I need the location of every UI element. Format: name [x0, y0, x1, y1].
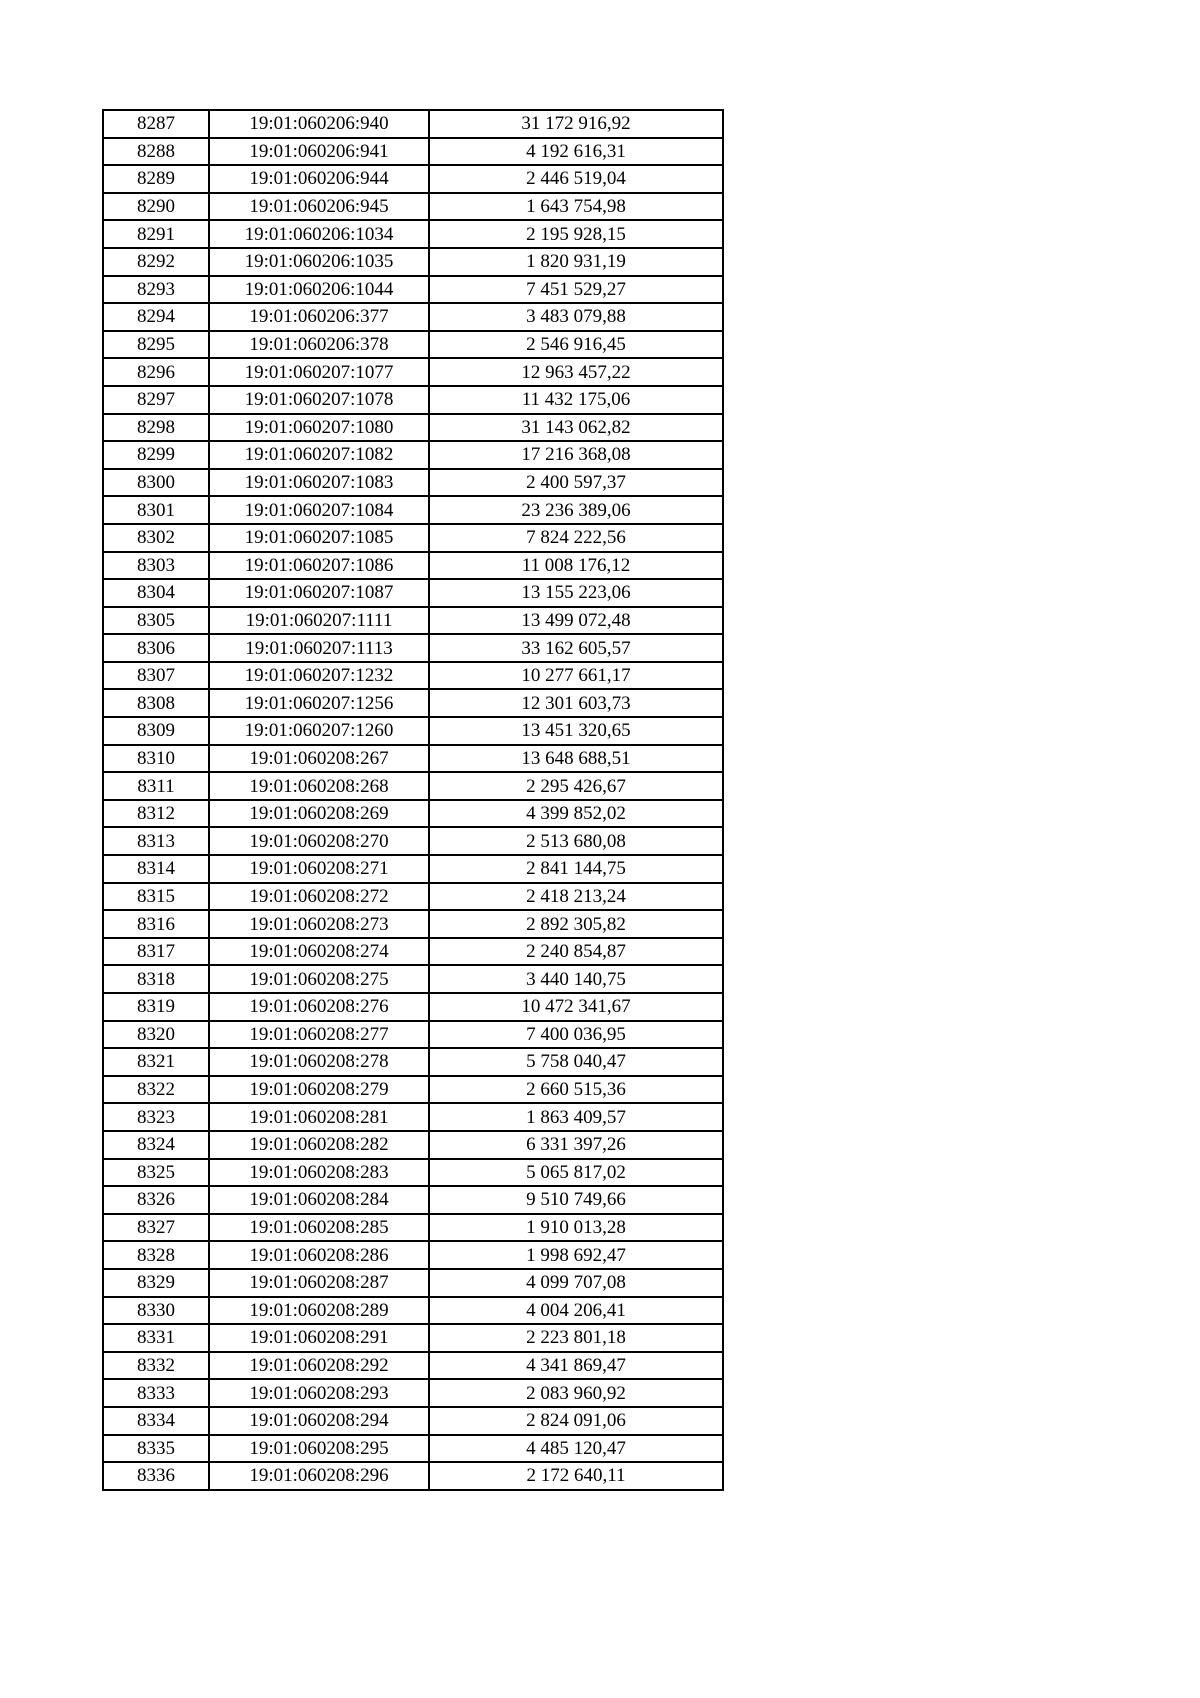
row-number-cell: 8305 [103, 607, 209, 635]
cadastral-value-cell: 7 824 222,56 [429, 524, 723, 552]
cadastral-number-cell: 19:01:060208:284 [209, 1186, 429, 1214]
row-number-cell: 8296 [103, 358, 209, 386]
row-number-cell: 8289 [103, 165, 209, 193]
cadastral-number-cell: 19:01:060208:282 [209, 1131, 429, 1159]
table-row [103, 1269, 723, 1297]
table-row [103, 800, 723, 828]
row-number-cell: 8322 [103, 1076, 209, 1104]
table-row [103, 634, 723, 662]
cadastral-value-cell: 2 824 091,06 [429, 1407, 723, 1435]
table-row [103, 772, 723, 800]
table-row [103, 662, 723, 690]
cadastral-value-cell: 2 446 519,04 [429, 165, 723, 193]
cadastral-value-cell: 31 143 062,82 [429, 414, 723, 442]
cadastral-value-cell: 4 399 852,02 [429, 800, 723, 828]
cadastral-number-cell: 19:01:060208:296 [209, 1462, 429, 1490]
cadastral-value-cell: 6 331 397,26 [429, 1131, 723, 1159]
table-row [103, 276, 723, 304]
table-row [103, 717, 723, 745]
row-number-cell: 8287 [103, 110, 209, 138]
table-row [103, 579, 723, 607]
cadastral-value-cell: 13 499 072,48 [429, 607, 723, 635]
cadastral-number-cell: 19:01:060206:1035 [209, 248, 429, 276]
row-number-cell: 8320 [103, 1021, 209, 1049]
table-row [103, 138, 723, 166]
row-number-cell: 8308 [103, 689, 209, 717]
cadastral-value-cell: 13 451 320,65 [429, 717, 723, 745]
table-row [103, 1241, 723, 1269]
table-row [103, 1186, 723, 1214]
table-row [103, 607, 723, 635]
table-row [103, 1352, 723, 1380]
cadastral-value-cell: 5 758 040,47 [429, 1048, 723, 1076]
table-row [103, 827, 723, 855]
table-row [103, 110, 723, 138]
cadastral-number-cell: 19:01:060206:377 [209, 303, 429, 331]
cadastral-value-cell: 2 083 960,92 [429, 1379, 723, 1407]
table-row [103, 193, 723, 221]
cadastral-value-cell: 1 643 754,98 [429, 193, 723, 221]
row-number-cell: 8334 [103, 1407, 209, 1435]
row-number-cell: 8312 [103, 800, 209, 828]
table-row [103, 938, 723, 966]
cadastral-number-cell: 19:01:060207:1086 [209, 552, 429, 580]
row-number-cell: 8310 [103, 745, 209, 773]
cadastral-number-cell: 19:01:060208:279 [209, 1076, 429, 1104]
cadastral-value-cell: 1 998 692,47 [429, 1241, 723, 1269]
cadastral-value-cell: 11 432 175,06 [429, 386, 723, 414]
row-number-cell: 8333 [103, 1379, 209, 1407]
cadastral-value-cell: 2 195 928,15 [429, 220, 723, 248]
row-number-cell: 8299 [103, 441, 209, 469]
row-number-cell: 8316 [103, 910, 209, 938]
row-number-cell: 8325 [103, 1159, 209, 1187]
cadastral-number-cell: 19:01:060206:944 [209, 165, 429, 193]
table-row [103, 745, 723, 773]
cadastral-number-cell: 19:01:060207:1232 [209, 662, 429, 690]
cadastral-value-cell: 2 295 426,67 [429, 772, 723, 800]
cadastral-value-cell: 12 963 457,22 [429, 358, 723, 386]
cadastral-value-cell: 23 236 389,06 [429, 496, 723, 524]
cadastral-number-cell: 19:01:060207:1085 [209, 524, 429, 552]
row-number-cell: 8319 [103, 993, 209, 1021]
row-number-cell: 8332 [103, 1352, 209, 1380]
cadastral-value-cell: 1 910 013,28 [429, 1214, 723, 1242]
cadastral-number-cell: 19:01:060208:294 [209, 1407, 429, 1435]
table-row [103, 1159, 723, 1187]
cadastral-value-cell: 4 192 616,31 [429, 138, 723, 166]
table-body [103, 110, 723, 1490]
table-row [103, 883, 723, 911]
cadastral-number-cell: 19:01:060208:289 [209, 1297, 429, 1325]
row-number-cell: 8306 [103, 634, 209, 662]
table-row [103, 1131, 723, 1159]
cadastral-value-cell: 11 008 176,12 [429, 552, 723, 580]
row-number-cell: 8336 [103, 1462, 209, 1490]
cadastral-number-cell: 19:01:060206:1044 [209, 276, 429, 304]
cadastral-number-cell: 19:01:060208:285 [209, 1214, 429, 1242]
row-number-cell: 8291 [103, 220, 209, 248]
cadastral-value-cell: 1 820 931,19 [429, 248, 723, 276]
cadastral-value-cell: 10 277 661,17 [429, 662, 723, 690]
table-row [103, 689, 723, 717]
cadastral-number-cell: 19:01:060208:276 [209, 993, 429, 1021]
cadastral-value-cell: 2 418 213,24 [429, 883, 723, 911]
cadastral-number-cell: 19:01:060208:275 [209, 965, 429, 993]
cadastral-number-cell: 19:01:060206:941 [209, 138, 429, 166]
cadastral-value-cell: 4 341 869,47 [429, 1352, 723, 1380]
row-number-cell: 8295 [103, 331, 209, 359]
cadastral-number-cell: 19:01:060208:295 [209, 1435, 429, 1463]
row-number-cell: 8302 [103, 524, 209, 552]
cadastral-number-cell: 19:01:060207:1256 [209, 689, 429, 717]
row-number-cell: 8292 [103, 248, 209, 276]
table-row [103, 1048, 723, 1076]
cadastral-number-cell: 19:01:060208:273 [209, 910, 429, 938]
cadastral-value-cell: 4 099 707,08 [429, 1269, 723, 1297]
cadastral-value-cell: 33 162 605,57 [429, 634, 723, 662]
row-number-cell: 8324 [103, 1131, 209, 1159]
cadastral-value-cell: 4 004 206,41 [429, 1297, 723, 1325]
row-number-cell: 8326 [103, 1186, 209, 1214]
cadastral-value-cell: 2 841 144,75 [429, 855, 723, 883]
table-row [103, 331, 723, 359]
table-row [103, 965, 723, 993]
row-number-cell: 8309 [103, 717, 209, 745]
cadastral-value-cell: 2 172 640,11 [429, 1462, 723, 1490]
cadastral-number-cell: 19:01:060208:292 [209, 1352, 429, 1380]
cadastral-number-cell: 19:01:060206:945 [209, 193, 429, 221]
row-number-cell: 8317 [103, 938, 209, 966]
row-number-cell: 8329 [103, 1269, 209, 1297]
table-row [103, 248, 723, 276]
row-number-cell: 8293 [103, 276, 209, 304]
cadastral-value-cell: 9 510 749,66 [429, 1186, 723, 1214]
table-row [103, 358, 723, 386]
cadastral-value-cell: 5 065 817,02 [429, 1159, 723, 1187]
table-row [103, 1379, 723, 1407]
cadastral-number-cell: 19:01:060208:291 [209, 1324, 429, 1352]
row-number-cell: 8288 [103, 138, 209, 166]
row-number-cell: 8307 [103, 662, 209, 690]
cadastral-number-cell: 19:01:060208:293 [209, 1379, 429, 1407]
table-row [103, 165, 723, 193]
table-row [103, 1076, 723, 1104]
cadastral-value-cell: 2 546 916,45 [429, 331, 723, 359]
cadastral-number-cell: 19:01:060208:271 [209, 855, 429, 883]
cadastral-number-cell: 19:01:060208:277 [209, 1021, 429, 1049]
cadastral-value-cell: 1 863 409,57 [429, 1103, 723, 1131]
cadastral-value-cell: 7 451 529,27 [429, 276, 723, 304]
cadastral-value-cell: 17 216 368,08 [429, 441, 723, 469]
cadastral-number-cell: 19:01:060208:274 [209, 938, 429, 966]
cadastral-value-cell: 13 648 688,51 [429, 745, 723, 773]
table-row [103, 524, 723, 552]
table-row [103, 441, 723, 469]
table-row [103, 1407, 723, 1435]
table-row [103, 220, 723, 248]
cadastral-number-cell: 19:01:060207:1260 [209, 717, 429, 745]
cadastral-value-cell: 13 155 223,06 [429, 579, 723, 607]
row-number-cell: 8323 [103, 1103, 209, 1131]
table-row [103, 414, 723, 442]
row-number-cell: 8300 [103, 469, 209, 497]
table-row [103, 1462, 723, 1490]
cadastral-value-cell: 2 660 515,36 [429, 1076, 723, 1104]
cadastral-number-cell: 19:01:060208:272 [209, 883, 429, 911]
cadastral-number-cell: 19:01:060207:1080 [209, 414, 429, 442]
row-number-cell: 8311 [103, 772, 209, 800]
row-number-cell: 8335 [103, 1435, 209, 1463]
cadastral-number-cell: 19:01:060206:1034 [209, 220, 429, 248]
cadastral-number-cell: 19:01:060208:269 [209, 800, 429, 828]
row-number-cell: 8301 [103, 496, 209, 524]
cadastral-number-cell: 19:01:060206:940 [209, 110, 429, 138]
cadastral-number-cell: 19:01:060207:1113 [209, 634, 429, 662]
cadastral-number-cell: 19:01:060207:1082 [209, 441, 429, 469]
cadastral-number-cell: 19:01:060207:1077 [209, 358, 429, 386]
cadastral-number-cell: 19:01:060208:267 [209, 745, 429, 773]
row-number-cell: 8328 [103, 1241, 209, 1269]
table-row [103, 910, 723, 938]
table-row [103, 1324, 723, 1352]
cadastral-value-cell: 3 440 140,75 [429, 965, 723, 993]
cadastral-value-cell: 7 400 036,95 [429, 1021, 723, 1049]
data-table [102, 109, 724, 1491]
cadastral-value-cell: 2 400 597,37 [429, 469, 723, 497]
row-number-cell: 8303 [103, 552, 209, 580]
table-row [103, 1297, 723, 1325]
cadastral-number-cell: 19:01:060207:1087 [209, 579, 429, 607]
table-row [103, 469, 723, 497]
table-row [103, 993, 723, 1021]
table-row [103, 386, 723, 414]
table-row [103, 855, 723, 883]
row-number-cell: 8294 [103, 303, 209, 331]
table-row [103, 552, 723, 580]
row-number-cell: 8318 [103, 965, 209, 993]
cadastral-number-cell: 19:01:060208:283 [209, 1159, 429, 1187]
cadastral-value-cell: 2 513 680,08 [429, 827, 723, 855]
cadastral-number-cell: 19:01:060207:1083 [209, 469, 429, 497]
cadastral-number-cell: 19:01:060207:1111 [209, 607, 429, 635]
row-number-cell: 8298 [103, 414, 209, 442]
row-number-cell: 8327 [103, 1214, 209, 1242]
row-number-cell: 8314 [103, 855, 209, 883]
row-number-cell: 8321 [103, 1048, 209, 1076]
table-row [103, 303, 723, 331]
row-number-cell: 8313 [103, 827, 209, 855]
cadastral-number-cell: 19:01:060207:1078 [209, 386, 429, 414]
table-row [103, 1103, 723, 1131]
table-row [103, 1214, 723, 1242]
row-number-cell: 8330 [103, 1297, 209, 1325]
row-number-cell: 8290 [103, 193, 209, 221]
cadastral-number-cell: 19:01:060206:378 [209, 331, 429, 359]
table-row [103, 1021, 723, 1049]
cadastral-number-cell: 19:01:060208:278 [209, 1048, 429, 1076]
cadastral-value-cell: 2 892 305,82 [429, 910, 723, 938]
row-number-cell: 8331 [103, 1324, 209, 1352]
cadastral-number-cell: 19:01:060207:1084 [209, 496, 429, 524]
cadastral-value-cell: 2 223 801,18 [429, 1324, 723, 1352]
cadastral-value-cell: 12 301 603,73 [429, 689, 723, 717]
cadastral-value-cell: 31 172 916,92 [429, 110, 723, 138]
table-row [103, 496, 723, 524]
cadastral-number-cell: 19:01:060208:268 [209, 772, 429, 800]
cadastral-value-cell: 3 483 079,88 [429, 303, 723, 331]
cadastral-number-cell: 19:01:060208:286 [209, 1241, 429, 1269]
row-number-cell: 8315 [103, 883, 209, 911]
cadastral-value-cell: 10 472 341,67 [429, 993, 723, 1021]
row-number-cell: 8304 [103, 579, 209, 607]
table-row [103, 1435, 723, 1463]
cadastral-value-cell: 4 485 120,47 [429, 1435, 723, 1463]
cadastral-number-cell: 19:01:060208:281 [209, 1103, 429, 1131]
cadastral-value-cell: 2 240 854,87 [429, 938, 723, 966]
cadastral-number-cell: 19:01:060208:270 [209, 827, 429, 855]
row-number-cell: 8297 [103, 386, 209, 414]
cadastral-number-cell: 19:01:060208:287 [209, 1269, 429, 1297]
